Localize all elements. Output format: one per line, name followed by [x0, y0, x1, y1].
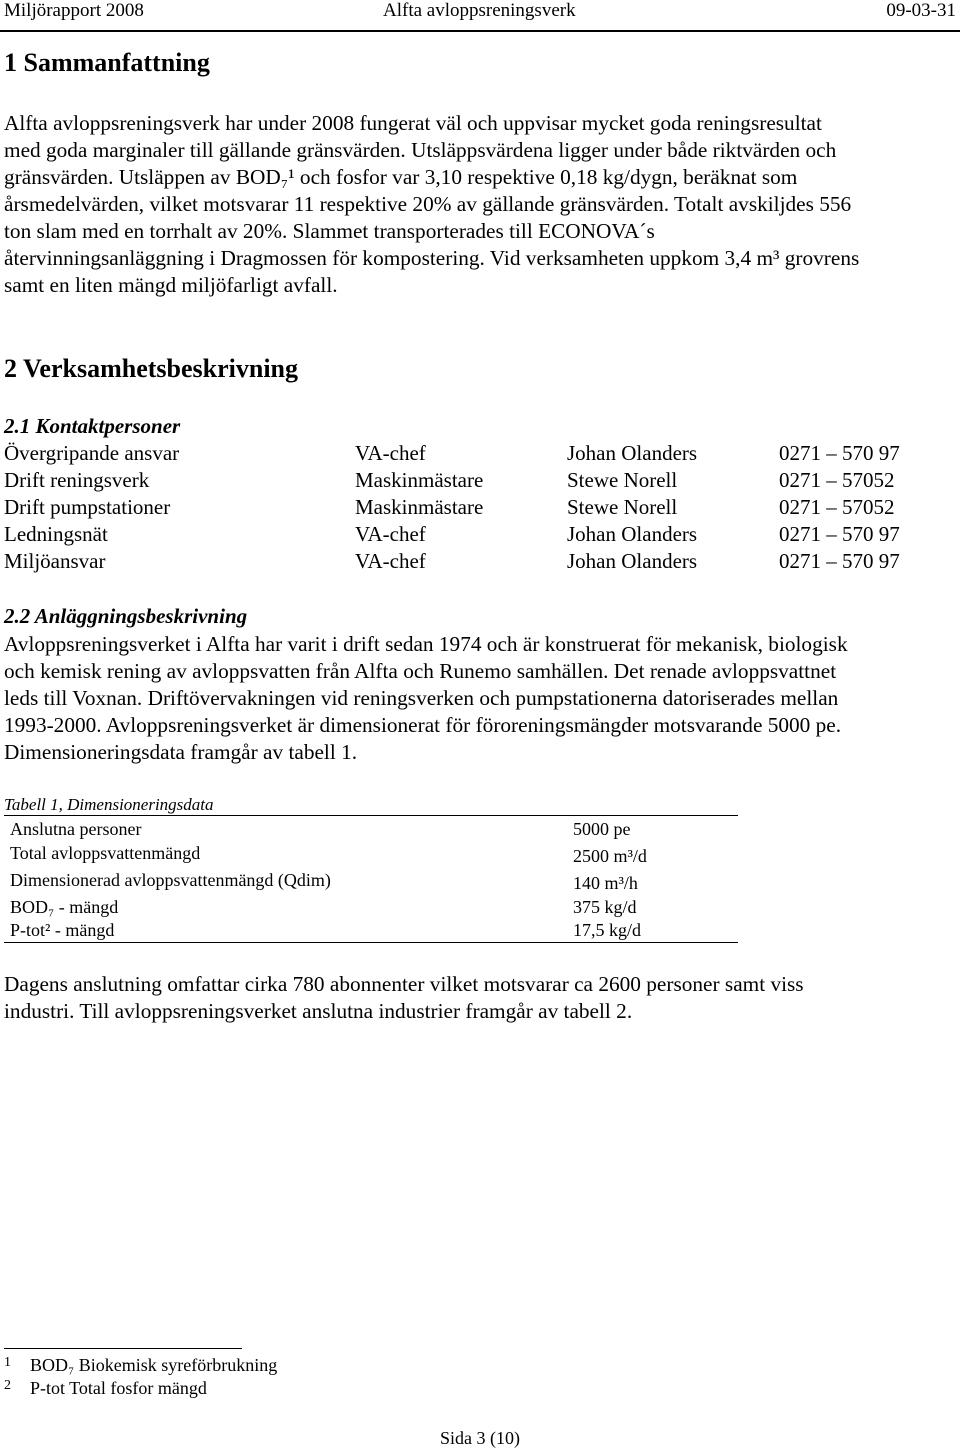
- contact-phone: 0271 – 570 97: [779, 549, 900, 573]
- table-value: 2500 m³/d: [573, 846, 647, 866]
- subsection-title-facility: 2.2 Anläggningsbeskrivning: [4, 604, 248, 628]
- connection-line: industri. Till avloppsreningsverket anslutna industrier framgår av tabell 2.: [4, 999, 633, 1023]
- summary-line: Alfta avloppsreningsverk har under 2008 fungerat väl och uppvisar mycket goda reningsresultat: [4, 111, 822, 135]
- header-left: Miljörapport 2008: [4, 0, 144, 21]
- facility-paragraph: [4, 631, 958, 766]
- table-label: Anslutna personer: [10, 819, 142, 839]
- header-center: Alfta avloppsreningsverk: [383, 0, 576, 21]
- connection-paragraph: [4, 971, 958, 1025]
- contact-person: Johan Olanders: [567, 522, 698, 546]
- summary-line: årsmedelvärden, vilket motsvarar 11 respektive 20% av gällande gränsvärden. Totalt avskiljdes 556: [4, 192, 852, 216]
- contact-title: Maskinmästare: [355, 468, 484, 492]
- table-label: Total avloppsvattenmängd: [10, 843, 201, 863]
- summary-line: ton slam med en torrhalt av 20%. Slammet transporterades till ECONOVA´s: [4, 219, 655, 243]
- footnote-text: BOD₇ Biokemisk syreförbrukning: [30, 1355, 278, 1375]
- table-value: 140 m³/h: [573, 873, 638, 893]
- table-label: BOD₇ - mängd: [10, 897, 119, 917]
- table-row: [10, 897, 637, 918]
- table-row: [10, 819, 631, 840]
- contact-role: Ledningsnät: [4, 522, 108, 546]
- contact-person: Stewe Norell: [567, 468, 678, 492]
- contact-title: Maskinmästare: [355, 495, 484, 519]
- table-row: [10, 920, 642, 941]
- footnote-text: P-tot Total fosfor mängd: [30, 1378, 207, 1398]
- table-top-rule: [4, 815, 738, 816]
- table-bottom-rule: [4, 942, 738, 943]
- table-label: Dimensionerad avloppsvattenmängd (Qdim): [10, 870, 331, 890]
- footnote-number: 2: [4, 1378, 11, 1393]
- contact-role: Övergripande ansvar: [4, 441, 180, 465]
- contact-phone: 0271 – 570 97: [779, 441, 900, 465]
- contact-title: VA-chef: [355, 522, 426, 546]
- page-number: Sida 3 (10): [440, 1428, 520, 1448]
- section-title-summary: 1 Sammanfattning: [4, 48, 210, 77]
- summary-line: samt en liten mängd miljöfarligt avfall.: [4, 273, 338, 297]
- subsection-title-contacts: 2.1 Kontaktpersoner: [4, 414, 181, 438]
- facility-line: Dimensioneringsdata framgår av tabell 1.: [4, 740, 358, 764]
- header-right: 09-03-31: [886, 0, 956, 21]
- table-value: 17,5 kg/d: [573, 920, 642, 940]
- table-row: [10, 843, 647, 866]
- table-row: [10, 870, 638, 893]
- facility-line: leds till Voxnan. Driftövervakningen vid reningsverken och pumpstationerna datoriserades mellan: [4, 686, 839, 710]
- connection-line: Dagens anslutning omfattar cirka 780 abonnenter vilket motsvarar ca 2600 personer samt viss: [4, 972, 804, 996]
- summary-paragraph: [4, 110, 958, 299]
- footnote-number: 1: [4, 1355, 11, 1370]
- contact-person: Stewe Norell: [567, 495, 678, 519]
- contact-role: Drift reningsverk: [4, 468, 150, 492]
- contact-phone: 0271 – 57052: [779, 468, 895, 492]
- table-value: 375 kg/d: [573, 897, 637, 917]
- contact-phone: 0271 – 57052: [779, 495, 895, 519]
- section-title-activity: 2 Verksamhetsbeskrivning: [4, 354, 298, 383]
- facility-line: och kemisk rening av avloppsvatten från Alfta och Runemo samhällen. Det renade avloppsvattnet: [4, 659, 837, 683]
- contact-person: Johan Olanders: [567, 441, 698, 465]
- contact-title: VA-chef: [355, 441, 426, 465]
- facility-line: 1993-2000. Avloppsreningsverket är dimensionerat för föroreningsmängder motsvarande 5000 pe.: [4, 713, 842, 737]
- summary-line: återvinningsanläggning i Dragmossen för kompostering. Vid verksamheten uppkom 3,4 m³ grovrens: [4, 246, 860, 270]
- contact-role: Drift pumpstationer: [4, 495, 171, 519]
- contact-person: Johan Olanders: [567, 549, 698, 573]
- table-label: P-tot² - mängd: [10, 920, 115, 940]
- summary-line: gränsvärden. Utsläppen av BOD₇¹ och fosfor var 3,10 respektive 0,18 kg/dygn, beräknat som: [4, 165, 798, 189]
- footnote-rule: [4, 1348, 242, 1349]
- facility-line: Avloppsreningsverket i Alfta har varit i drift sedan 1974 och är konstruerat för mekanisk, biologisk: [4, 632, 848, 656]
- table-caption: Tabell 1, Dimensioneringsdata: [4, 795, 214, 814]
- contact-phone: 0271 – 570 97: [779, 522, 900, 546]
- contact-role: Miljöansvar: [4, 549, 106, 573]
- table-value: 5000 pe: [573, 819, 631, 839]
- contact-title: VA-chef: [355, 549, 426, 573]
- summary-line: med goda marginaler till gällande gränsvärden. Utsläppsvärdena ligger under både riktvärden och: [4, 138, 837, 162]
- header-rule: [0, 30, 960, 32]
